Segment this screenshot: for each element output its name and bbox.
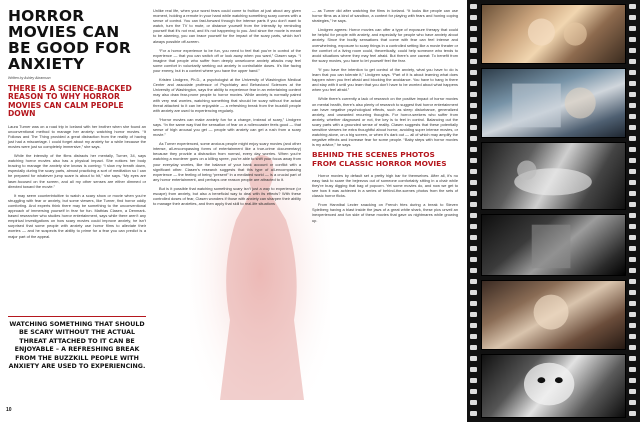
column-right-body-bottom [312, 173, 458, 223]
paragraph: As Turner experienced, some anxious people might enjoy scary movies (and other intense, all-encompassing forms of entertainment like a true-crime documentary) because they provide a distraction from normal, every day worries. When you’re watching a murderer goes on a killing spree, you’re able to shift your focus away from your everyday worries, like the balance of your bank account or conflict with a significant other. Clasen’s research suggests that this type of all-encompassing experience — the feeling of being “present” in a mediated world — is a crucial part of any horror entertainment, and perhaps one reason people are attracted to it. [153, 141, 301, 182]
sprocket-hole [629, 312, 636, 317]
sprocket-hole [629, 15, 636, 20]
sprocket-hole [470, 246, 477, 251]
paragraph: From Hannibal Lecter snacking on French fries during a break to Steven Spielberg having a blast inside the jaws of a great white shark, these pics unveil an inexperienced and fun side of these movies that gave us nightmares while growing up. [312, 202, 458, 223]
sprocket-hole [470, 70, 477, 75]
sprocket-hole [470, 367, 477, 372]
film-frame-photo [481, 280, 626, 350]
sprocket-hole [629, 367, 636, 372]
film-frame-photo [481, 142, 626, 210]
sprocket-hole [629, 103, 636, 108]
sprocket-hole [629, 48, 636, 53]
sprocket-hole [629, 37, 636, 42]
film-strip [467, 0, 640, 422]
sprocket-hole [470, 202, 477, 207]
sprocket-hole [629, 257, 636, 262]
sprocket-hole [470, 15, 477, 20]
paragraph: But is it possible that watching something scary isn’t just a way to experience (or escape) from anxiety, but also a beneficial way to deal with its effects? With these controlled doses of fear, Clasen wonders if those with anxiety can sharpen their ability to manage their anxieties, and then apply that skill to real-life situations [153, 185, 301, 207]
sprocket-hole [470, 411, 477, 416]
sprocket-hole [629, 224, 636, 229]
column-right-body [312, 8, 458, 147]
paragraph: It may seem counterintuitive to watch a scary show or movie when you’re struggling with fear or anxiety, but some viewers, like Turner, find horror oddly comforting. And experts think there may be something to the unconventional approach of immersing yourself in fear for fun. Mathias Clasen, a Denmark-based researcher who studies horror entertainment, says while there aren’t any empirical investigations on how scary movies could improve anxiety, he isn’t surprised that some people with anxiety use horror films to alleviate their worries — and he suspects the ability to prime for a fear you can predict is a major part of the appeal. [8, 192, 146, 239]
sprocket-hole [470, 81, 477, 86]
sprocket-hole [629, 4, 636, 9]
sprocket-hole [629, 147, 636, 152]
paragraph: “Horror movies can make anxiety fun for a change, instead of scary,” Lindgren says. “In the same way that the sensation of fear on a rollercoaster feels good — that sense of high arousal you get — people with anxiety can get a rush from a scary movie.” [153, 116, 301, 138]
sprocket-hole [629, 411, 636, 416]
sprocket-hole [629, 202, 636, 207]
sprocket-hole [629, 301, 636, 306]
sprocket-hole [470, 301, 477, 306]
paragraph: “If you have the intention to get control of the anxiety, what you have to do is learn that you can tolerate it,” Lindgren says. “Part of it is about learning what does happen when you feel afraid and blocking the avoidance. You have to hang in there and stay with it until you learn that you don’t have to be worried about what happens when you feel afraid.” [312, 66, 458, 93]
paragraph: While the intensity of the films distracts her mentally, Turner, 34, says watching horror movies also has a physical impact. She notices her body bracing to manage the anxiety she knows is coming: “I slow my breath down, especially during the scary parts, almost practicing a sort of meditation so I can be prepared for whatever jump scare is about to hit,” she says. “My eyes are laser-focused on the screen, and all my other senses are either dimmed or directed toward the movie.” [8, 153, 146, 189]
pull-quote: WATCHING SOMETHING THAT SHOULD BE SCARY WITHOUT THE ACTUAL THREAT ATTACHED TO IT CAN BE ENJOYABLE – A REFRESHING BREAK FROM THE BUZZKILL PEOPLE WITH ANXIETY ARE USED TO EXPERIENCING. [8, 316, 146, 371]
sprocket-hole [470, 400, 477, 405]
sprocket-hole [629, 290, 636, 295]
sprocket-hole [629, 70, 636, 75]
sprocket-holes-right [628, 0, 638, 422]
sprocket-hole [629, 191, 636, 196]
sprocket-hole [470, 4, 477, 9]
sprocket-hole [470, 59, 477, 64]
sprocket-hole [629, 26, 636, 31]
sprocket-hole [470, 356, 477, 361]
sprocket-hole [629, 378, 636, 383]
sprocket-hole [629, 59, 636, 64]
sprocket-hole [470, 345, 477, 350]
sprocket-hole [629, 213, 636, 218]
sprocket-hole [470, 312, 477, 317]
paragraph: — as Turner did after watching the films in Iceland. “It looks like people can use horror films as a kind of sandbox, a context for playing with fears and honing coping strategies,” he says. [312, 8, 458, 24]
sprocket-hole [470, 114, 477, 119]
sprocket-hole [629, 323, 636, 328]
column-left-body [8, 124, 146, 239]
sprocket-hole [629, 279, 636, 284]
section-subhead: BEHIND THE SCENES PHOTOS FROM CLASSIC HORROR MOVIES [312, 150, 447, 168]
paragraph: Kristen Lindgren, Ph.D., a psychologist at the University of Washington Medical Center and associate professor of Psychiatry and Behavioral Sciences at the University of Washington, says the ability to experience fear in an entertaining context may also draw fear-prone people to horror movies. While anxiety is normally paired with very real worries, watching something that should be scary without the actual threat attached to it can be enjoyable — a refreshing break from the buzzkill people with anxiety are used to experiencing regularly. [153, 77, 301, 113]
sprocket-hole [470, 48, 477, 53]
sprocket-hole [629, 136, 636, 141]
sprocket-hole [629, 268, 636, 273]
paragraph: Unlike real life, when your worst fears could come to fruition at just about any given moment, holding a remote in your hand while watching something scary comes with a sense of control. You can fast-forward through the intense parts if you don’t want to watch, turn the TV to mute, or distance yourself from the intensity by reminding yourself that it’s not real, and it’s not happening to you. And since the movie is meant to be alarming, you can brace yourself for the impact of the scary parts, which isn’t always possible off-screen. [153, 8, 301, 44]
sprocket-hole [629, 125, 636, 130]
sprocket-hole [470, 290, 477, 295]
sprocket-hole [629, 345, 636, 350]
sprocket-hole [629, 235, 636, 240]
sprocket-hole [629, 158, 636, 163]
paragraph: Horror movies by default set a pretty high bar for themselves. After all, it’s no easy task to scare the bejeezus out of someone comfortably sitting in a chair while they’re busy digging that bag of popcorn. Yet some movies do, and now we get to see how it was achieved in a series of behind-the-scenes photos from the sets of classic horror flicks. [312, 172, 458, 199]
sprocket-hole [470, 147, 477, 152]
sprocket-hole [470, 180, 477, 185]
sprocket-hole [629, 180, 636, 185]
column-left [8, 8, 146, 243]
film-frame-photo [481, 214, 626, 276]
sprocket-hole [470, 257, 477, 262]
sprocket-hole [629, 389, 636, 394]
sprocket-hole [470, 158, 477, 163]
sprocket-hole [470, 136, 477, 141]
article-subhead: THERE IS A SCIENCE-BACKED REASON TO WHY HORROR MOVIES CAN CALM PEOPLE DOWN [8, 84, 132, 119]
sprocket-hole [470, 323, 477, 328]
sprocket-hole [470, 26, 477, 31]
paragraph: While there’s currently a lack of research on the positive impact of horror movies on mental health, there’s also plenty of research to suggest that horror entertainment can have negative psychological effects, such as sleep disturbance, generalized anxiety, and unwanted recurring thoughts. For horror-seekers who suffer from anxiety, whether diagnosed or not, the key is to feel in control. Balancing out the scary parts with a grounded sense of reality. Clasen suggests that these potentially sensitive viewers be extra thoughtful about horror, avoiding super intense movies, or watching alone, on a big screen, or when it’s dark out — all of which may amplify the negative effects and increase fear for some people. “Baby steps with horror movies is my advice,” he says. [312, 96, 458, 148]
sprocket-hole [470, 378, 477, 383]
sprocket-hole [470, 169, 477, 174]
sprocket-hole [470, 279, 477, 284]
sprocket-hole [629, 246, 636, 251]
article-byline: Written by Ashley Abramson [8, 76, 51, 80]
film-frame-photo [481, 354, 626, 418]
sprocket-hole [470, 268, 477, 273]
sprocket-hole [470, 125, 477, 130]
sprocket-hole [629, 400, 636, 405]
article-headline: HORROR MOVIES CAN BE GOOD FOR ANXIETY [8, 7, 132, 73]
column-right [312, 8, 458, 227]
sprocket-hole [629, 114, 636, 119]
column-middle [153, 8, 301, 210]
paragraph: “For a horror experience to be fun, you need to feel that you’re in control of the experience — that you can switch off or look away when you want,” Clasen says. “I imagine that people who suffer from deeply unwelcome anxiety attacks may feel some comfort in voluntarily seeking out anxiety in controllable doses. It’s like facing your enemy, but in a context where you have the upper hand.” [153, 47, 301, 74]
sprocket-hole [629, 334, 636, 339]
sprocket-hole [470, 92, 477, 97]
film-frame-photo [481, 4, 626, 64]
film-frame-photo [481, 68, 626, 138]
sprocket-hole [470, 224, 477, 229]
sprocket-hole [629, 92, 636, 97]
page-number: 10 [6, 407, 12, 413]
sprocket-hole [629, 169, 636, 174]
paragraph: Lindgren agrees: Horror movies can offer a type of exposure therapy that could be helpful for people with anxiety, and especially for people who have anxiety about anxiety. Since the bodily sensations that come with fear can feel intense and overwhelming, exposure to scary things in a controlled setting like a movie theater or the comfort of a living room could, theoretically, could help someone who tends to avoid situations where they may feel afraid. But there’s one caveat: To benefit from the scary movies, you have to let yourself feel the fear. [312, 27, 458, 63]
sprocket-hole [470, 103, 477, 108]
sprocket-hole [470, 389, 477, 394]
sprocket-holes-left [469, 0, 479, 422]
sprocket-hole [629, 81, 636, 86]
sprocket-hole [470, 334, 477, 339]
sprocket-hole [470, 191, 477, 196]
sprocket-hole [629, 356, 636, 361]
sprocket-hole [470, 37, 477, 42]
paragraph: Laura Turner was on a road trip in Iceland with her brother when she found an unconventional method to manage her anxiety: watching horror movies. “It Follows and The Thing provided a great distraction from the reality of having just had a miscarriage. I could forget about my anxiety for a while because the movies were just so completely immersive,” she says. [8, 123, 146, 149]
sprocket-hole [470, 235, 477, 240]
sprocket-hole [470, 213, 477, 218]
